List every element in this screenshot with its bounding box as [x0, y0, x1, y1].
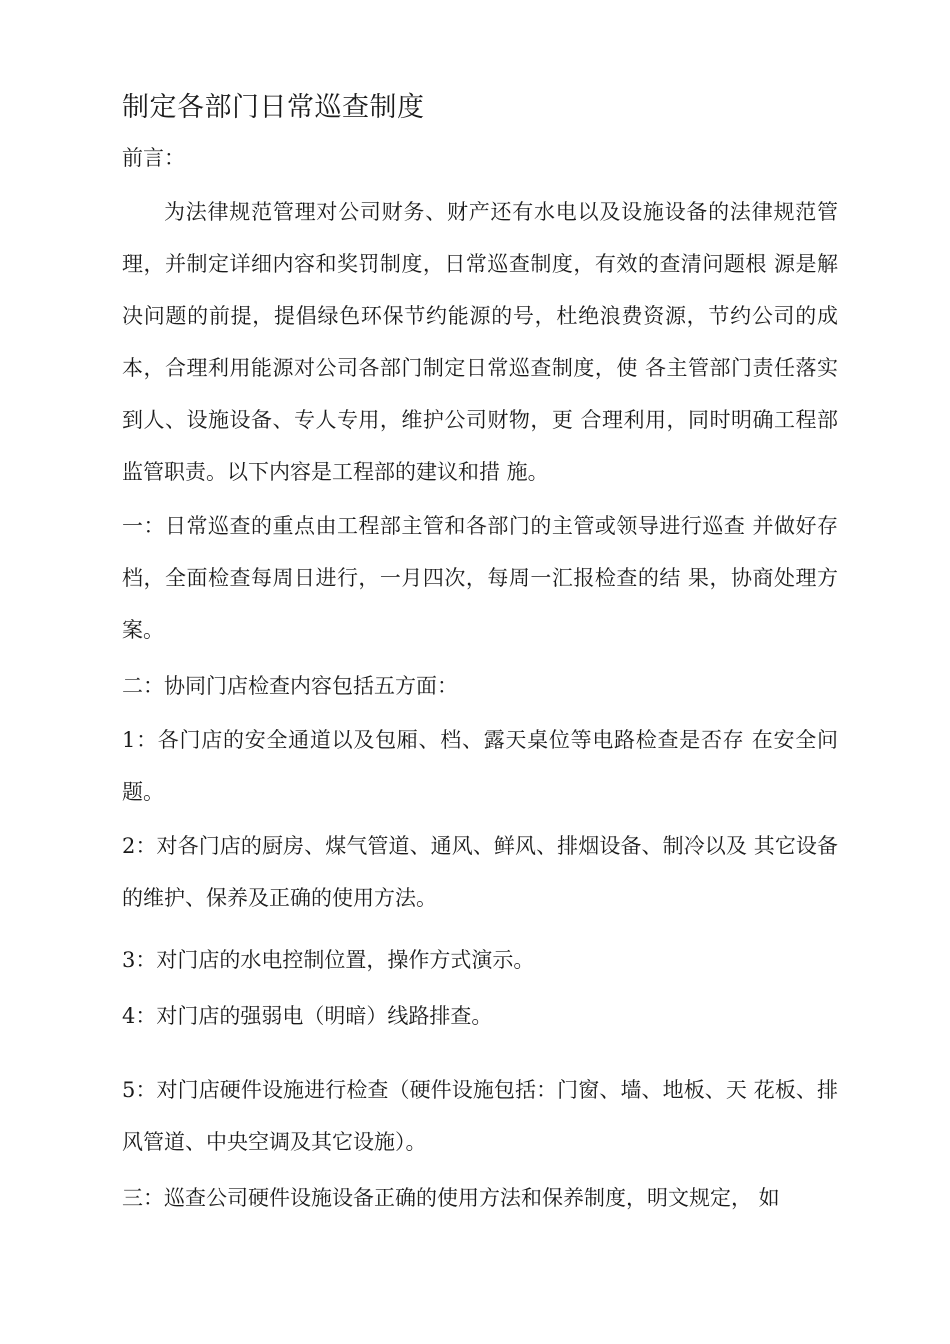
preface-body: 为法律规范管理对公司财务、财产还有水电以及设施设备的法律规范管 理，并制定详细内容和奖罚制度，日常巡查制度，有效的查清问题根 源是解决问题的前提，提倡绿色环保节约能源的号，杜绝浪费资源，节约公司的成本，合理利用能源对公司各部门制定日常巡查制度，使 各主管部门责任落实到人、设施设备、专人专用，维护公司财物，更 合理利用，同时明确工程部监管职责。以下内容是工程部的建议和措 施。 [122, 200, 838, 484]
list-item-4: 4：对门店的强弱电（明暗）线路排查。 [122, 1004, 493, 1028]
section-1-paragraph: 一：日常巡查的重点由工程部主管和各部门的主管或领导进行巡查 并做好存档，全面检查每周日进行，一月四次，每周一汇报检查的结 果，协商处理方案。 [122, 514, 838, 642]
list-item-2: 2：对各门店的厨房、煤气管道、通风、鲜风、排烟设备、制冷以及 其它设备的维护、保养及正确的使用方法。 [122, 834, 838, 910]
preface-label: 前言： [122, 146, 185, 170]
list-item-1: 1：各门店的安全通道以及包厢、档、露天桌位等电路检查是否存 在安全问题。 [122, 728, 838, 804]
section-2-heading: 二：协同门店检查内容包括五方面： [122, 674, 458, 698]
section-3-paragraph: 三：巡查公司硬件设施设备正确的使用方法和保养制度，明文规定， 如 [122, 1186, 780, 1210]
list-item-3: 3：对门店的水电控制位置，操作方式演示。 [122, 948, 535, 972]
document-title: 制定各部门日常巡查制度 [122, 92, 425, 123]
list-item-5: 5：对门店硬件设施进行检查（硬件设施包括：门窗、墙、地板、天 花板、排风管道、中央空调及其它设施）。 [122, 1078, 838, 1154]
